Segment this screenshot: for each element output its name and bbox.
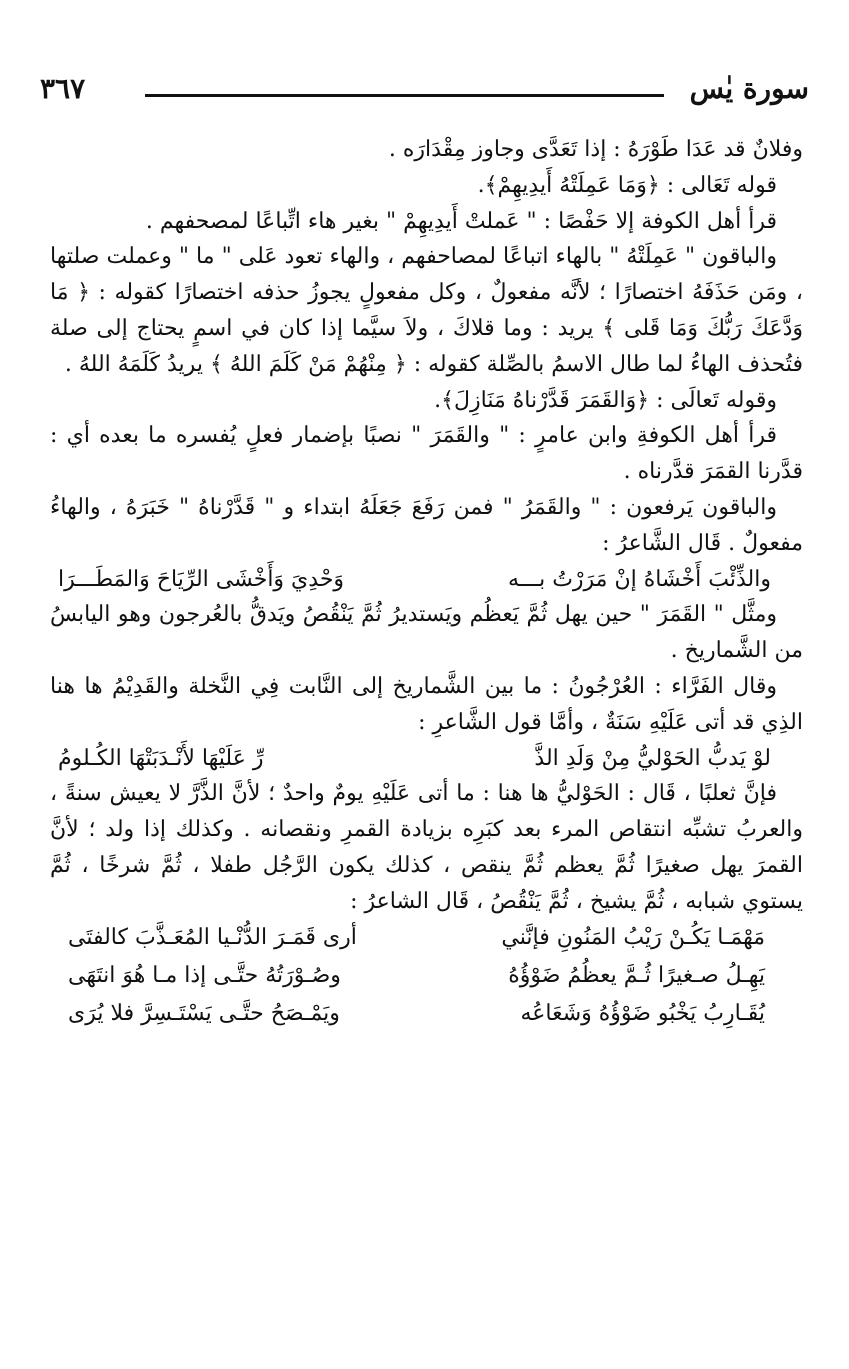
poetry-verse xyxy=(50,996,803,1034)
verse-second-hemistich: ويَمْـصَحُ حتَّـى يَسْتَـسِرَّ فلا يُرَى xyxy=(68,1000,340,1026)
verse-second-hemistich: وصُـوْرَتُهُ حتَّـى إذا مـا هُوَ انتَهَى xyxy=(68,962,341,988)
page-number: ٣٦٧ xyxy=(40,72,86,105)
verse-first-hemistich: يُقَـارِبُ يَخْبُو ضَوْؤُهُ وَشَعَاعُه xyxy=(520,1000,765,1026)
paragraph: وقال الفَرَّاء : العُرْجُونُ : ما بين الشَّماريخ إلى النَّابت فِي النَّخلة والقَدِيْمُ ها هنا الذِي قد أتى عَلَيْهِ سَنَةٌ ، وأمَّا قول الشَّاعرِ : xyxy=(50,673,803,735)
poetry-verse xyxy=(50,741,803,777)
surah-title: سورة يٰس xyxy=(689,72,809,105)
paragraph: فإنَّ ثعلبًا ، قَال : الحَوْليُّ ها هنا : ما أتى عَلَيْهِ يومٌ واحدٌ ؛ لأنَّ الذَّرَّ لا يعيش سنةً ، والعربُ تشبِّه انتقاص المرء بعد كبَرِه بزيادة القمرِ ونقصانه . وكذلك إذا ولد ؛ لأنَّ القمرَ يهل صغيرًا ثُمَّ يعظم ثُمَّ ينقص ، كذلك يكون الرَّجُل طفلا ، ثُمَّ شرخًا ، ثُمَّ يستوي شبابه ، ثُمَّ يشيخ ، ثُمَّ يَنْقُصُ ، قَال الشاعرُ : xyxy=(50,781,803,914)
verse-first-hemistich: لوْ يَدبُّ الحَوْليُّ مِنْ وَلَدِ الذَّ xyxy=(534,745,771,771)
paragraph: وقوله تَعالَى : ﴿وَالقَمَرَ قَدَّرْناهُ مَنَازِلَ﴾. xyxy=(434,387,777,413)
verse-first-hemistich: مَهْمَـا يَكُـنْ رَيْبُ المَنُونِ فإنَّني xyxy=(501,924,765,950)
verse-second-hemistich: أرى قَمَـرَ الدُّنْـيا المُعَـذَّبَ كالفتَى xyxy=(68,924,357,950)
paragraph: والباقون " عَمِلَتْهُ " بالهاء اتباعًا لمصاحفهم ، والهاء تعود عَلى " ما " وعملت صلتها ، ومَن حَذَفَهُ اختصارًا ؛ لأنَّه مفعولٌ ، وكل مفعولٍ يجوزُ حذفه اختصارًا كقوله : ﴿ مَا وَدَّعَكَ رَبُّكَ وَمَا قَلى ﴾ يريد : وما قلاكَ ، ولاَ سيَّما إذا كان في اسمٍ يحتاج إلى صلة فتُحذف الهاءُ لما طال الاسمُ بالصِّلة كقوله : ﴿ مِنْهُمْ مَنْ كَلَمَ اللهُ ﴾ يريدُ كَلَمَهُ اللهُ . xyxy=(50,244,803,377)
paragraph: والباقون يَرفعون : " والقَمَرُ " فمن رَفَعَ جَعَلَهُ ابتداء و " قَدَّرْناهُ " خَبَرَهُ ، والهاءُ مفعولٌ . قَال الشَّاعرُ : xyxy=(50,494,803,556)
verse-second-hemistich: رِّ عَلَيْهَا لأَنْـدَبَتْهَا الكُـلومُ xyxy=(58,745,264,771)
verse-first-hemistich: والذِّئْبَ أَخْشَاهُ إنْ مَرَرْتُ بـــه xyxy=(507,566,771,592)
verse-second-hemistich: وَحْدِيَ وَأَخْشَى الرِّيَاحَ وَالمَطَـــرَا xyxy=(58,566,345,592)
page-body xyxy=(50,132,803,1034)
poetry-verse xyxy=(50,958,803,996)
page-header xyxy=(40,70,809,120)
header-rule xyxy=(145,94,664,97)
paragraph: قوله تَعَالى : ﴿وَمَا عَمِلَتْهُ أَيدِيهِمْ﴾. xyxy=(477,172,777,198)
paragraph: قرأ أهل الكوفةِ وابن عامرٍ : " والقَمَرَ " نصبًا بإضمار فعلٍ يُفسره ما بعده أي : قدَّرنا القمَرَ قدَّرناه . xyxy=(50,423,803,485)
paragraph: ومثَّل " القَمَرَ " حين يهل ثُمَّ يَعظُم ويَستديرُ ثُمَّ يَنْقُصُ ويَدقُّ بالعُرجون وهو اليابسُ من الشَّماريخ . xyxy=(50,602,803,664)
poetry-verse xyxy=(50,920,803,958)
verse-first-hemistich: يَهِـلُ صـغيرًا ثُـمَّ يعظُمُ ضَوْؤُهُ xyxy=(508,962,765,988)
poetry-verse xyxy=(50,562,803,598)
paragraph: قرأ أهل الكوفة إلا حَفْصًا : " عَملتْ أَيدِيهِمْ " بغير هاء اتِّباعًا لمصحفهم . xyxy=(145,208,777,234)
paragraph: وفلانٌ قد عَدَا طَوْرَهُ : إذا تَعَدَّى وجاوز مِقْدَارَه . xyxy=(388,137,803,162)
